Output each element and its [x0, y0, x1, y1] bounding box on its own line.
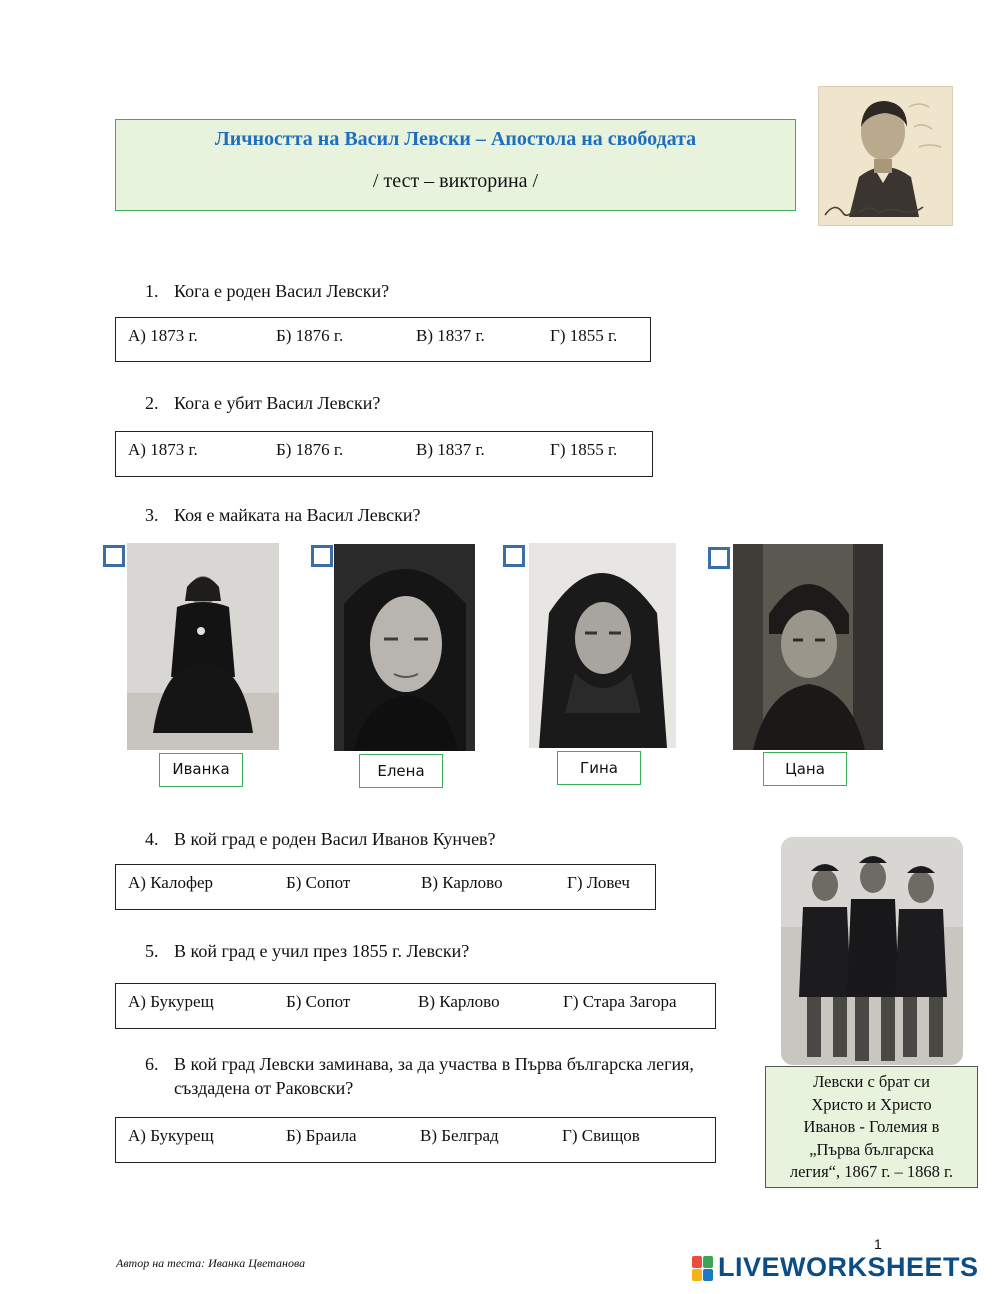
option-c[interactable]: В) 1837 г. — [416, 326, 485, 345]
caption-line: Левски с брат си — [813, 1072, 930, 1091]
option-a[interactable]: А) 1873 г. — [128, 440, 198, 459]
question-number: 6. — [145, 1054, 159, 1074]
option-b[interactable]: Б) Сопот — [286, 992, 351, 1011]
option-b[interactable]: Б) Браила — [286, 1126, 357, 1145]
page-subtitle: / тест – викторина / — [372, 170, 539, 192]
photo-tsana — [733, 544, 883, 750]
group-photo — [781, 837, 963, 1065]
caption-line: Иванов - Големия в — [803, 1117, 940, 1136]
photo-elena — [334, 544, 475, 751]
question-text: Кога е убит Васил Левски? — [174, 393, 381, 413]
question-number: 5. — [145, 941, 159, 961]
liveworksheets-logo-text: LIVEWORKSHEETS — [718, 1252, 979, 1282]
question-text: В кой град е роден Васил Иванов Кунчев? — [174, 829, 496, 849]
question-text: Коя е майката на Васил Левски? — [174, 505, 421, 525]
question-2 — [145, 393, 745, 417]
name-box-tsana: Цана — [763, 752, 847, 786]
title-box — [115, 119, 796, 211]
option-a[interactable]: А) Букурещ — [128, 992, 214, 1011]
caption-line: „Първа българска — [809, 1139, 934, 1159]
question-4 — [145, 829, 745, 853]
question-5 — [145, 941, 745, 965]
question-3 — [145, 505, 745, 529]
question-6 — [145, 1054, 755, 1104]
option-d[interactable]: Г) Ловеч — [567, 873, 630, 892]
page-number: 1 — [874, 1236, 882, 1252]
question-1 — [145, 281, 745, 305]
option-d[interactable]: Г) Стара Загора — [563, 992, 677, 1011]
checkbox-elena[interactable] — [311, 545, 333, 567]
photo-caption — [765, 1066, 978, 1188]
question-text-line-2: създадена от Раковски? — [174, 1078, 354, 1098]
photo-gina — [529, 543, 676, 748]
question-text: В кой град е учил през 1855 г. Левски? — [174, 941, 470, 961]
option-d[interactable]: Г) 1855 г. — [550, 326, 618, 345]
liveworksheets-logo-icon — [692, 1256, 714, 1282]
question-number: 1. — [145, 281, 159, 301]
option-d[interactable]: Г) Свищов — [562, 1126, 640, 1145]
checkbox-gina[interactable] — [503, 545, 525, 567]
option-d[interactable]: Г) 1855 г. — [550, 440, 618, 459]
caption-line: легия“, 1867 г. – 1868 г. — [789, 1162, 954, 1181]
option-b[interactable]: Б) 1876 г. — [276, 440, 344, 459]
name-box-ivanka: Иванка — [159, 753, 243, 787]
option-c[interactable]: В) Карлово — [421, 873, 503, 892]
option-b[interactable]: Б) Сопот — [286, 873, 351, 892]
answer-box-6 — [115, 1117, 716, 1163]
page-title: Личността на Васил Левски – Апостола на свободата — [214, 128, 697, 150]
question-number: 3. — [145, 505, 159, 525]
author-credit: Автор на теста: Иванка Цветанова — [116, 1256, 306, 1270]
answer-box-4 — [115, 864, 656, 910]
question-number: 4. — [145, 829, 159, 849]
question-number: 2. — [145, 393, 159, 413]
checkbox-tsana[interactable] — [708, 547, 730, 569]
option-c[interactable]: В) Карлово — [418, 992, 500, 1011]
option-b[interactable]: Б) 1876 г. — [276, 326, 344, 345]
answer-box-1 — [115, 317, 651, 362]
option-c[interactable]: В) 1837 г. — [416, 440, 485, 459]
option-c[interactable]: В) Белград — [420, 1126, 499, 1145]
photo-ivanka — [127, 543, 279, 750]
name-box-gina: Гина — [557, 751, 641, 785]
answer-box-5 — [115, 983, 716, 1029]
answer-box-2 — [115, 431, 653, 477]
caption-line: Христо и Христо — [811, 1094, 932, 1114]
name-box-elena: Елена — [359, 754, 443, 788]
question-text: Кога е роден Васил Левски? — [174, 281, 390, 301]
option-a[interactable]: А) Букурещ — [128, 1126, 214, 1145]
levski-portrait-image — [818, 86, 953, 226]
checkbox-ivanka[interactable] — [103, 545, 125, 567]
option-a[interactable]: А) 1873 г. — [128, 326, 198, 345]
option-a[interactable]: А) Калофер — [128, 873, 214, 892]
question-text-line-1: В кой град Левски заминава, за да участва в Първа българска легия, — [174, 1054, 694, 1074]
